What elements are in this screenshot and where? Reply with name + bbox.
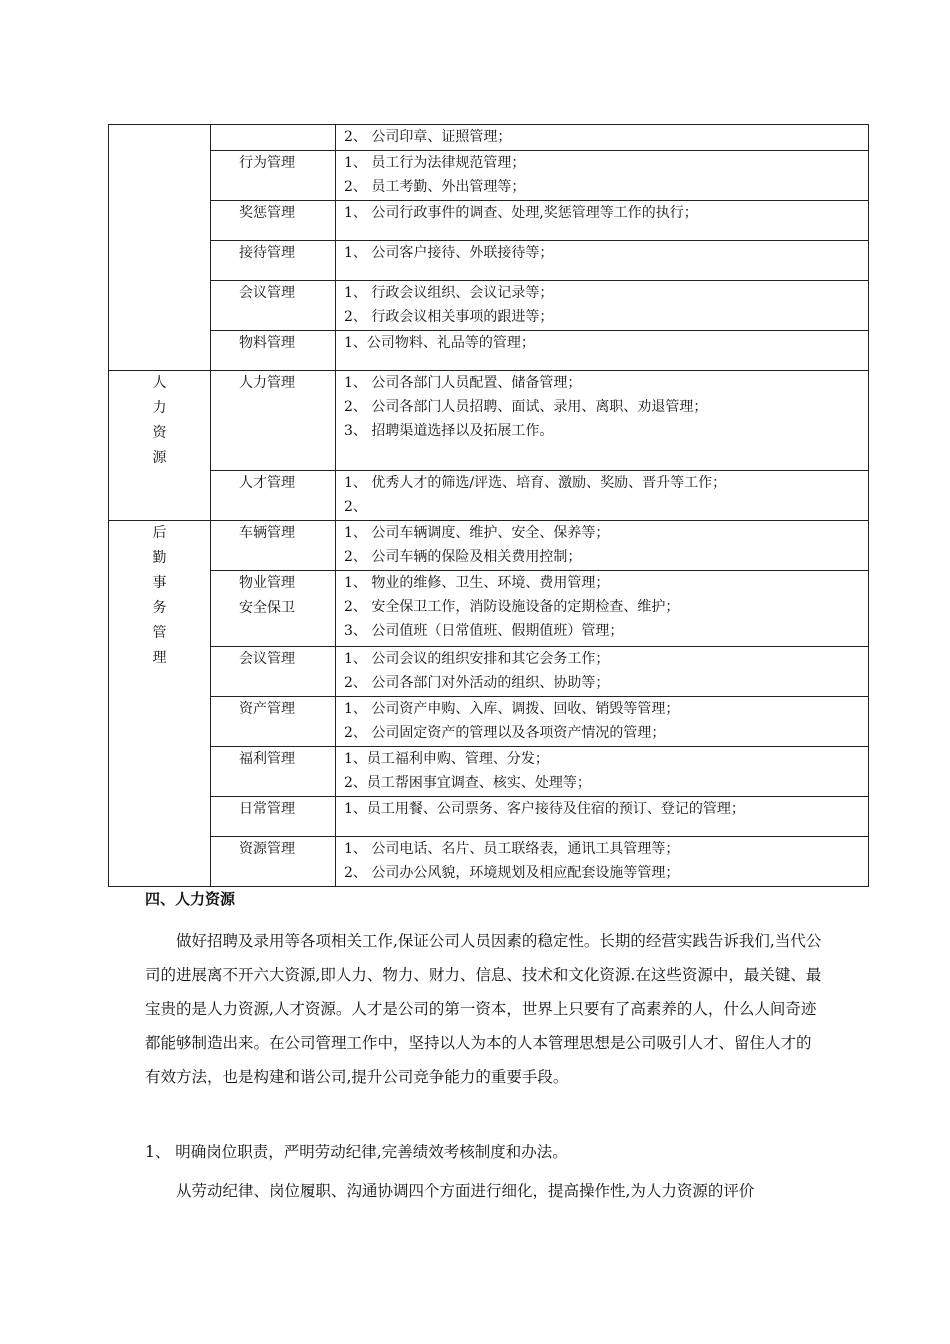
duties-cell [336,647,869,697]
duties-cell [336,571,869,647]
subcategory-cell [211,151,336,201]
table-row [109,797,869,837]
duties-cell [336,797,869,837]
category-char: 后 [152,525,167,541]
table-row [109,571,869,647]
duty-item: 1、 公司资产申购、入库、调拨、回收、销毁等管理； [344,701,680,717]
duty-item: 2、 公司办公风貌，环境规划及相应配套设施等管理； [344,865,680,881]
subcategory-cell [211,797,336,837]
body-paragraph: 做好招聘及录用等各项相关工作,保证公司人员因素的稳定性。长期的经营实践告诉我们,当代公司的进展离不开六大资源,即人力、物力、财力、信息、技术和文化资源.在这些资源中，最关键、最宝贵的是人力资源,人才资源。人才是公司的第一资本，世界上只要有了高素养的人，什么人间奇迹都能够制造出来。在公司管理工作中，坚持以人为本的人本管理思想是公司吸引人才、留住人才的有效方法，也是构建和谐公司,提升公司竞争能力的重要手段。 [145,932,822,1086]
category-char: 人 [152,375,167,391]
subcategory-cell [211,471,336,521]
subcategory-label: 福利管理 [239,751,295,767]
category-char: 管 [152,625,167,641]
subcategory-cell [211,371,336,471]
subcategory-cell [211,837,336,887]
duty-item: 1、 公司会议的组织安排和其它会务工作； [344,651,610,667]
table-row [109,241,869,281]
subcategory-cell [211,697,336,747]
numbered-item: 1、 明确岗位职责，严明劳动纪律,完善绩效考核制度和办法。 [145,1143,568,1161]
duty-item: 2、 公司各部门人员招聘、面试、录用、离职、劝退管理； [344,399,708,415]
duty-item: 2、 员工考勤、外出管理等； [344,179,526,195]
duties-cell [336,837,869,887]
duties-cell [336,201,869,241]
subcategory-label: 接待管理 [239,245,295,261]
duty-item: 1、 优秀人才的筛选/评选、培育、激励、奖励、晋升等工作； [344,475,727,491]
duties-cell [336,471,869,521]
duty-item: 1、 行政会议组织、会议记录等； [344,285,554,301]
category-char: 源 [152,450,167,466]
category-char: 勤 [152,550,167,566]
responsibility-table [108,124,869,887]
subcategory-label: 会议管理 [239,651,295,667]
duties-cell [336,281,869,331]
table-row [109,747,869,797]
subcategory-label: 车辆管理 [239,525,295,541]
subcategory-cell [211,521,336,571]
table-row [109,201,869,241]
duty-item: 2、 公司各部门对外活动的组织、协助等； [344,675,610,691]
subcategory-label: 会议管理 [239,285,295,301]
duty-item: 1、 公司车辆调度、维护、安全、保养等； [344,525,610,541]
category-char: 务 [152,600,167,616]
category-char: 事 [152,575,167,591]
duty-item: 1、公司物料、礼品等的管理； [344,335,535,351]
body-paragraph: 从劳动纪律、岗位履职、沟通协调四个方面进行细化，提高操作性,为人力资源的评价 [176,1182,755,1200]
subcategory-cell [211,125,336,151]
table-row [109,471,869,521]
subcategory-cell [211,201,336,241]
category-cell [109,521,211,887]
table-row [109,371,869,471]
duty-item: 1、员工用餐、公司票务、客户接待及住宿的预订、登记的管理； [344,801,745,817]
duty-item: 2、员工帮困事宜调查、核实、处理等； [344,775,591,791]
duties-cell [336,331,869,371]
duty-item: 1、 公司各部门人员配置、储备管理； [344,375,582,391]
subcategory-cell [211,241,336,281]
duty-item: 2、 公司印章、证照管理； [344,129,512,145]
subcategory-label: 物业管理 [239,575,295,591]
subcategory-label: 物料管理 [239,335,295,351]
table-row [109,521,869,571]
section-heading: 四、人力资源 [145,890,236,908]
duty-item: 1、员工福利申购、管理、分发； [344,751,549,767]
subcategory-label: 人才管理 [239,475,295,491]
table-row [109,837,869,887]
subcategory-cell [211,281,336,331]
table-row [109,331,869,371]
duty-item: 2、 [344,499,367,515]
subcategory-label: 奖惩管理 [239,205,295,221]
table-row [109,151,869,201]
subcategory-cell [211,571,336,647]
table-row [109,647,869,697]
duty-item: 1、 公司电话、名片、员工联络表，通讯工具管理等； [344,841,680,857]
duties-cell [336,747,869,797]
table-row [109,125,869,151]
subcategory-cell [211,331,336,371]
subcategory-label: 资源管理 [239,841,295,857]
duty-item: 1、 员工行为法律规范管理； [344,155,526,171]
duties-cell [336,371,869,471]
subcategory-label: 安全保卫 [239,600,295,616]
table-row [109,697,869,747]
category-cell [109,125,211,371]
category-char: 力 [152,400,167,416]
duty-item: 2、 行政会议相关事项的跟进等； [344,309,554,325]
duties-cell [336,241,869,281]
duty-item: 3、 公司值班（日常值班、假期值班）管理； [344,623,624,639]
subcategory-label: 资产管理 [239,701,295,717]
category-char: 理 [152,650,167,666]
subcategory-cell [211,647,336,697]
duty-item: 2、 公司车辆的保险及相关费用控制； [344,549,582,565]
duties-cell [336,521,869,571]
duty-item: 1、 公司客户接待、外联接待等； [344,245,554,261]
duty-item: 2、 安全保卫工作，消防设施设备的定期检查、维护； [344,599,680,615]
category-cell [109,371,211,521]
duties-cell [336,151,869,201]
duty-item: 1、 公司行政事件的调查、处理,奖惩管理等工作的执行； [344,205,698,221]
duty-item: 3、 招聘渠道选择以及拓展工作。 [344,423,554,439]
duties-cell [336,125,869,151]
duty-item: 1、 物业的维修、卫生、环境、费用管理； [344,575,610,591]
subcategory-label: 人力管理 [239,375,295,391]
duty-item: 2、 公司固定资产的管理以及各项资产情况的管理； [344,725,666,741]
duties-cell [336,697,869,747]
subcategory-label: 日常管理 [239,801,295,817]
category-char: 资 [152,425,167,441]
table-row [109,281,869,331]
subcategory-label: 行为管理 [239,155,295,171]
subcategory-cell [211,747,336,797]
